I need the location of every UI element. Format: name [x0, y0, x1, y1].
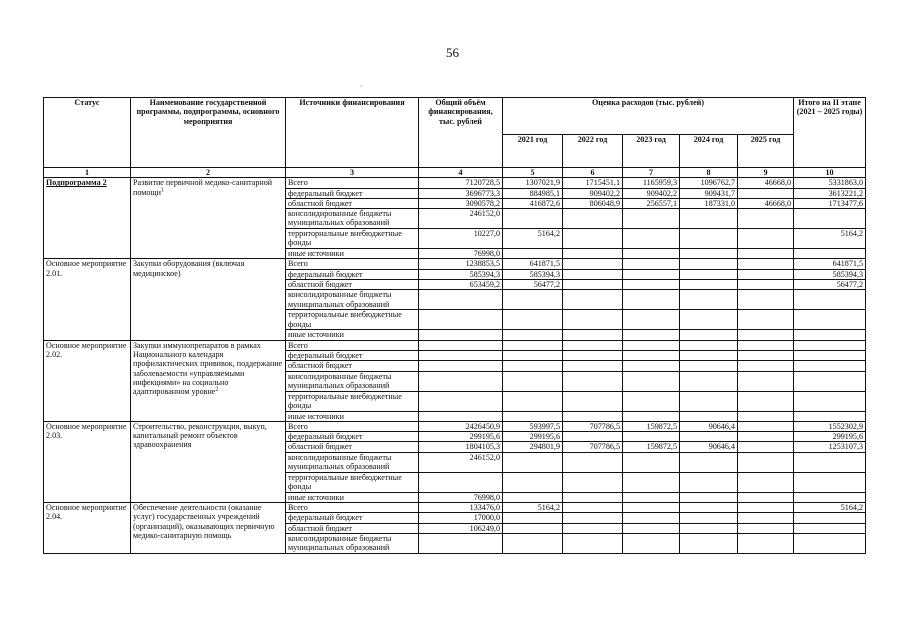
year-2022-cell [563, 391, 623, 411]
stage-total-cell [794, 249, 866, 259]
year-2025-cell [738, 472, 794, 492]
financing-table [43, 97, 866, 554]
year-2025-cell [738, 330, 794, 340]
table-row [44, 178, 866, 188]
program-name: Строительство, реконструкция, выкуп, капитальный ремонт объектов здравоохранения [133, 421, 267, 450]
year-2021-cell [503, 330, 563, 340]
year-2023-cell [623, 290, 680, 310]
year-2021-cell [503, 361, 563, 371]
source-cell: территориальные внебюджетные фонды [286, 472, 419, 492]
stage-total-cell: 3613221,2 [794, 188, 866, 198]
year-2022-cell: 806048,9 [563, 198, 623, 208]
year-2025-cell [738, 452, 794, 472]
footnote-mark: 1 [160, 186, 164, 193]
stage-total-cell [794, 513, 866, 523]
table-row [44, 503, 866, 513]
stage-total-cell: 5164,2 [794, 229, 866, 249]
year-2025-cell [738, 503, 794, 513]
total-cell: 17000,0 [419, 513, 503, 523]
year-2023-cell [623, 513, 680, 523]
col-number: 2 [131, 168, 286, 178]
year-2022-cell [563, 432, 623, 442]
col-number: 8 [680, 168, 738, 178]
total-cell [419, 350, 503, 360]
total-cell: 106249,0 [419, 523, 503, 533]
year-2023-cell [623, 259, 680, 269]
year-2022-cell [563, 361, 623, 371]
source-cell: консолидированные бюджеты муниципальных образований [286, 209, 419, 229]
year-2021-cell [503, 452, 563, 472]
program-name: Обеспечение деятельности (оказание услуг) государственных учреждений (организаций), оказывающих первичную медико-санитарную помощь [133, 503, 275, 540]
total-cell [419, 330, 503, 340]
total-cell: 246152,0 [419, 209, 503, 229]
table-row [44, 259, 866, 269]
stage-total-cell: 5331863,0 [794, 178, 866, 188]
footnote-mark: 2 [215, 386, 219, 393]
source-cell: федеральный бюджет [286, 350, 419, 360]
year-2021-cell [503, 290, 563, 310]
year-2021-cell [503, 492, 563, 502]
year-2024-cell [680, 523, 738, 533]
name-cell [131, 178, 286, 259]
year-2025-cell [738, 492, 794, 502]
year-2024-cell: 90646,4 [680, 442, 738, 452]
header-year-2021: 2021 год [503, 135, 563, 168]
year-2024-cell [680, 432, 738, 442]
total-cell: 246152,0 [419, 452, 503, 472]
header-year-2023: 2023 год [623, 135, 680, 168]
year-2024-cell [680, 259, 738, 269]
year-2024-cell [680, 249, 738, 259]
year-2023-cell [623, 533, 680, 553]
stage-total-cell [794, 523, 866, 533]
source-cell: областной бюджет [286, 280, 419, 290]
year-2025-cell [738, 533, 794, 553]
header-stage-total: Итого на II этапе (2021 – 2025 годы) [794, 98, 866, 168]
col-number: 1 [44, 168, 131, 178]
total-cell: 76998,0 [419, 492, 503, 502]
source-cell: территориальные внебюджетные фонды [286, 310, 419, 330]
source-cell: Всего [286, 340, 419, 350]
year-2023-cell [623, 371, 680, 391]
stage-total-cell [794, 340, 866, 350]
table-row [44, 421, 866, 431]
year-2022-cell [563, 310, 623, 330]
stage-total-cell: 299195,6 [794, 432, 866, 442]
stage-total-cell [794, 290, 866, 310]
year-2025-cell [738, 523, 794, 533]
year-2021-cell [503, 513, 563, 523]
year-2025-cell [738, 432, 794, 442]
source-cell: консолидированные бюджеты муниципальных образований [286, 371, 419, 391]
year-2023-cell: 159872,5 [623, 442, 680, 452]
year-2022-cell: 707786,5 [563, 442, 623, 452]
source-cell: иные источники [286, 411, 419, 421]
total-cell [419, 290, 503, 310]
stage-total-cell [794, 452, 866, 472]
year-2023-cell [623, 350, 680, 360]
stage-total-cell: 1552302,9 [794, 421, 866, 431]
stage-total-cell: 56477,2 [794, 280, 866, 290]
status-cell: Основное мероприятие 2.03. [44, 421, 131, 502]
year-2024-cell: 187331,0 [680, 198, 738, 208]
year-2022-cell [563, 492, 623, 502]
year-2022-cell [563, 371, 623, 391]
source-cell: иные источники [286, 249, 419, 259]
year-2025-cell [738, 350, 794, 360]
col-number: 7 [623, 168, 680, 178]
year-2021-cell [503, 350, 563, 360]
total-cell [419, 533, 503, 553]
year-2024-cell [680, 290, 738, 310]
col-number: 9 [738, 168, 794, 178]
year-2023-cell [623, 391, 680, 411]
year-2021-cell [503, 411, 563, 421]
year-2023-cell [623, 503, 680, 513]
name-cell [131, 421, 286, 502]
stage-total-cell [794, 310, 866, 330]
year-2023-cell [623, 280, 680, 290]
source-cell: федеральный бюджет [286, 269, 419, 279]
year-2021-cell [503, 523, 563, 533]
source-cell: консолидированные бюджеты муниципальных образований [286, 533, 419, 553]
total-cell: 1804105,3 [419, 442, 503, 452]
total-cell: 133476,0 [419, 503, 503, 513]
source-cell: областной бюджет [286, 523, 419, 533]
year-2023-cell [623, 229, 680, 249]
year-2021-cell [503, 209, 563, 229]
year-2021-cell [503, 340, 563, 350]
year-2024-cell [680, 472, 738, 492]
header-sources: Источники финансирования [286, 98, 419, 168]
header-status: Статус [44, 98, 131, 168]
scan-dot: · [360, 82, 363, 91]
name-cell [131, 259, 286, 340]
page-number: 56 [446, 45, 459, 60]
year-2022-cell [563, 533, 623, 553]
header-year-2025: 2025 год [738, 135, 794, 168]
year-2023-cell [623, 472, 680, 492]
year-2023-cell [623, 330, 680, 340]
source-cell: консолидированные бюджеты муниципальных образований [286, 452, 419, 472]
year-2024-cell [680, 350, 738, 360]
year-2023-cell [623, 249, 680, 259]
year-2023-cell [623, 310, 680, 330]
stage-total-cell [794, 350, 866, 360]
program-name: Закупки оборудования (включая медицинское) [133, 259, 245, 278]
source-cell: областной бюджет [286, 198, 419, 208]
year-2024-cell [680, 361, 738, 371]
year-2022-cell [563, 209, 623, 229]
year-2023-cell [623, 340, 680, 350]
total-cell: 76998,0 [419, 249, 503, 259]
year-2024-cell [680, 513, 738, 523]
header-estimate: Оценка расходов (тыс. рублей) [503, 98, 794, 135]
year-2024-cell [680, 503, 738, 513]
source-cell: Всего [286, 503, 419, 513]
year-2025-cell [738, 361, 794, 371]
year-2022-cell [563, 503, 623, 513]
year-2021-cell: 299195,6 [503, 432, 563, 442]
col-number: 10 [794, 168, 866, 178]
source-cell: консолидированные бюджеты муниципальных образований [286, 290, 419, 310]
year-2022-cell [563, 513, 623, 523]
year-2024-cell [680, 229, 738, 249]
status-cell [44, 178, 131, 259]
year-2021-cell [503, 249, 563, 259]
year-2022-cell: 1715451,1 [563, 178, 623, 188]
year-2021-cell: 416872,6 [503, 198, 563, 208]
year-2023-cell: 159872,5 [623, 421, 680, 431]
year-2025-cell: 46668,0 [738, 198, 794, 208]
year-2022-cell [563, 523, 623, 533]
total-cell: 653459,2 [419, 280, 503, 290]
year-2022-cell [563, 259, 623, 269]
stage-total-cell [794, 533, 866, 553]
year-2025-cell [738, 249, 794, 259]
total-cell: 299195,6 [419, 432, 503, 442]
year-2025-cell [738, 340, 794, 350]
col-number: 5 [503, 168, 563, 178]
stage-total-cell [794, 492, 866, 502]
year-2023-cell [623, 452, 680, 472]
status-cell: Основное мероприятие 2.04. [44, 503, 131, 554]
total-cell: 2426450,9 [419, 421, 503, 431]
year-2025-cell [738, 259, 794, 269]
year-2024-cell [680, 411, 738, 421]
year-2021-cell: 5164,2 [503, 503, 563, 513]
total-cell [419, 361, 503, 371]
source-cell: иные источники [286, 330, 419, 340]
stage-total-cell: 5164,2 [794, 503, 866, 513]
header-name: Наименование государственной программы, подпрограммы, основного мероприятия [131, 98, 286, 168]
status-text: Подпрограмма 2 [46, 178, 107, 188]
year-2023-cell [623, 492, 680, 502]
stage-total-cell: 585394,3 [794, 269, 866, 279]
total-cell: 585394,3 [419, 269, 503, 279]
year-2025-cell [738, 269, 794, 279]
source-cell: Всего [286, 421, 419, 431]
col-number: 6 [563, 168, 623, 178]
name-cell [131, 503, 286, 554]
year-2023-cell [623, 361, 680, 371]
year-2023-cell: 256557,1 [623, 198, 680, 208]
year-2025-cell [738, 421, 794, 431]
total-cell [419, 340, 503, 350]
total-cell: 10227,0 [419, 229, 503, 249]
year-2025-cell [738, 411, 794, 421]
total-cell [419, 411, 503, 421]
source-cell: территориальные внебюджетные фонды [286, 229, 419, 249]
year-2023-cell: 909402,2 [623, 188, 680, 198]
source-cell: Всего [286, 259, 419, 269]
year-2024-cell [680, 391, 738, 411]
year-2024-cell [680, 492, 738, 502]
year-2021-cell: 1307021,9 [503, 178, 563, 188]
year-2025-cell [738, 209, 794, 229]
source-cell: федеральный бюджет [286, 188, 419, 198]
source-cell: областной бюджет [286, 442, 419, 452]
year-2023-cell [623, 209, 680, 229]
year-2021-cell [503, 391, 563, 411]
year-2022-cell [563, 350, 623, 360]
stage-total-cell [794, 330, 866, 340]
year-2022-cell [563, 229, 623, 249]
year-2023-cell: 1165959,3 [623, 178, 680, 188]
year-2022-cell [563, 411, 623, 421]
year-2021-cell [503, 533, 563, 553]
year-2025-cell [738, 371, 794, 391]
header-total: Общий объём финансирования, тыс. рублей [419, 98, 503, 168]
year-2024-cell: 90646,4 [680, 421, 738, 431]
status-cell: Основное мероприятие 2.02. [44, 340, 131, 421]
year-2025-cell [738, 280, 794, 290]
year-2022-cell [563, 249, 623, 259]
year-2022-cell: 909402,2 [563, 188, 623, 198]
year-2022-cell: 707786,5 [563, 421, 623, 431]
source-cell: Всего [286, 178, 419, 188]
name-cell [131, 340, 286, 421]
year-2023-cell [623, 269, 680, 279]
year-2024-cell [680, 330, 738, 340]
stage-total-cell [794, 371, 866, 391]
year-2022-cell [563, 280, 623, 290]
year-2025-cell [738, 513, 794, 523]
year-2024-cell [680, 310, 738, 330]
year-2021-cell: 593997,5 [503, 421, 563, 431]
year-2023-cell [623, 411, 680, 421]
total-cell: 7120728,5 [419, 178, 503, 188]
year-2024-cell [680, 452, 738, 472]
source-cell: федеральный бюджет [286, 432, 419, 442]
year-2022-cell [563, 340, 623, 350]
column-numbers-row [44, 168, 866, 178]
year-2025-cell [738, 290, 794, 310]
stage-total-cell: 1713477,6 [794, 198, 866, 208]
year-2021-cell: 56477,2 [503, 280, 563, 290]
year-2025-cell [738, 391, 794, 411]
year-2024-cell [680, 269, 738, 279]
year-2024-cell: 1096762,7 [680, 178, 738, 188]
year-2021-cell: 884985,1 [503, 188, 563, 198]
year-2024-cell [680, 280, 738, 290]
total-cell: 1238853,5 [419, 259, 503, 269]
year-2021-cell: 641871,5 [503, 259, 563, 269]
source-cell: территориальные внебюджетные фонды [286, 391, 419, 411]
stage-total-cell [794, 411, 866, 421]
table-body [44, 178, 866, 554]
year-2021-cell: 294801,9 [503, 442, 563, 452]
year-2022-cell [563, 330, 623, 340]
stage-total-cell: 641871,5 [794, 259, 866, 269]
year-2024-cell [680, 340, 738, 350]
year-2022-cell [563, 472, 623, 492]
col-number: 3 [286, 168, 419, 178]
year-2021-cell [503, 310, 563, 330]
year-2024-cell [680, 371, 738, 391]
year-2021-cell [503, 371, 563, 391]
year-2021-cell: 585394,3 [503, 269, 563, 279]
stage-total-cell: 1253107,3 [794, 442, 866, 452]
stage-total-cell [794, 361, 866, 371]
source-cell: иные источники [286, 492, 419, 502]
header-year-2022: 2022 год [563, 135, 623, 168]
table-row [44, 340, 866, 350]
stage-total-cell [794, 472, 866, 492]
year-2025-cell [738, 310, 794, 330]
program-name: Развитие первичной медико-санитарной помощи [133, 178, 273, 197]
total-cell [419, 472, 503, 492]
status-cell: Основное мероприятие 2.01. [44, 259, 131, 340]
year-2025-cell [738, 229, 794, 249]
col-number: 4 [419, 168, 503, 178]
year-2025-cell [738, 188, 794, 198]
header-year-2024: 2024 год [680, 135, 738, 168]
year-2024-cell [680, 209, 738, 229]
year-2022-cell [563, 452, 623, 472]
year-2022-cell [563, 290, 623, 310]
total-cell: 3696773,3 [419, 188, 503, 198]
source-cell: областной бюджет [286, 361, 419, 371]
year-2024-cell [680, 533, 738, 553]
year-2025-cell: 46668,0 [738, 178, 794, 188]
stage-total-cell [794, 391, 866, 411]
year-2024-cell: 909431,7 [680, 188, 738, 198]
source-cell: федеральный бюджет [286, 513, 419, 523]
year-2025-cell [738, 442, 794, 452]
program-name: Закупки иммунопрепаратов в рамках Национального календаря профилактических прививок, поддержание заболеваемости «управляемыми инфекциями» на социально адаптированном уровне [133, 340, 283, 397]
year-2022-cell [563, 269, 623, 279]
total-cell [419, 371, 503, 391]
stage-total-cell [794, 209, 866, 229]
year-2023-cell [623, 432, 680, 442]
total-cell [419, 391, 503, 411]
year-2021-cell: 5164,2 [503, 229, 563, 249]
year-2023-cell [623, 523, 680, 533]
total-cell [419, 310, 503, 330]
total-cell: 3090578,2 [419, 198, 503, 208]
year-2021-cell [503, 472, 563, 492]
